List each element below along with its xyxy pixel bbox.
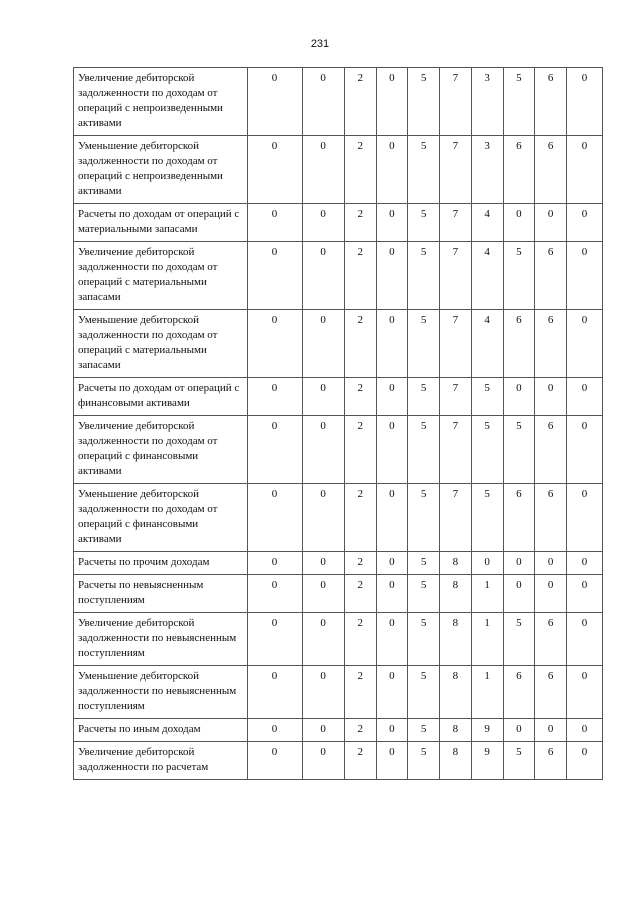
code-digit: 4 — [471, 204, 503, 242]
code-digit: 5 — [408, 552, 440, 575]
code-digit: 0 — [566, 204, 602, 242]
code-digit: 0 — [247, 242, 302, 310]
code-digit: 7 — [440, 310, 472, 378]
table-row — [74, 575, 603, 613]
table-row — [74, 310, 603, 378]
code-digit: 6 — [535, 484, 567, 552]
code-digit: 0 — [376, 242, 408, 310]
code-digit: 0 — [376, 719, 408, 742]
row-label: Расчеты по невыясненным поступлениям — [74, 575, 248, 613]
code-digit: 0 — [566, 242, 602, 310]
code-digit: 0 — [503, 204, 535, 242]
code-digit: 0 — [566, 484, 602, 552]
code-digit: 6 — [535, 742, 567, 780]
row-label: Расчеты по доходам от операций с материальными запасами — [74, 204, 248, 242]
code-digit: 8 — [440, 552, 472, 575]
code-digit: 0 — [566, 613, 602, 666]
table-row — [74, 68, 603, 136]
code-digit: 1 — [471, 575, 503, 613]
code-digit: 3 — [471, 136, 503, 204]
code-digit: 0 — [566, 575, 602, 613]
code-digit: 6 — [535, 666, 567, 719]
row-label: Увеличение дебиторской задолженности по доходам от операций с непроизведенными активами — [74, 68, 248, 136]
code-digit: 0 — [535, 204, 567, 242]
code-digit: 0 — [535, 575, 567, 613]
code-digit: 0 — [247, 68, 302, 136]
table-row — [74, 613, 603, 666]
code-digit: 9 — [471, 742, 503, 780]
code-digit: 5 — [408, 575, 440, 613]
code-digit: 0 — [247, 719, 302, 742]
table-row — [74, 242, 603, 310]
code-digit: 5 — [408, 742, 440, 780]
code-digit: 5 — [503, 68, 535, 136]
code-digit: 4 — [471, 310, 503, 378]
code-digit: 9 — [471, 719, 503, 742]
code-digit: 1 — [471, 613, 503, 666]
row-label: Уменьшение дебиторской задолженности по доходам от операций с непроизведенными активами — [74, 136, 248, 204]
code-digit: 8 — [440, 575, 472, 613]
code-digit: 6 — [535, 310, 567, 378]
code-digit: 2 — [344, 378, 376, 416]
row-label: Расчеты по иным доходам — [74, 719, 248, 742]
code-digit: 8 — [440, 613, 472, 666]
code-digit: 2 — [344, 68, 376, 136]
code-digit: 0 — [302, 204, 344, 242]
code-digit: 0 — [566, 719, 602, 742]
code-digit: 5 — [408, 666, 440, 719]
code-digit: 7 — [440, 416, 472, 484]
code-digit: 0 — [566, 68, 602, 136]
row-label: Увеличение дебиторской задолженности по доходам от операций с финансовыми активами — [74, 416, 248, 484]
code-digit: 0 — [376, 136, 408, 204]
code-digit: 0 — [247, 416, 302, 484]
code-digit: 0 — [302, 416, 344, 484]
code-digit: 2 — [344, 484, 376, 552]
code-digit: 7 — [440, 204, 472, 242]
code-digit: 0 — [566, 310, 602, 378]
row-label: Уменьшение дебиторской задолженности по невыясненным поступлениям — [74, 666, 248, 719]
code-digit: 0 — [503, 719, 535, 742]
code-digit: 0 — [376, 416, 408, 484]
code-digit: 5 — [408, 136, 440, 204]
table-row — [74, 484, 603, 552]
code-digit: 2 — [344, 552, 376, 575]
row-label: Увеличение дебиторской задолженности по невыясненным поступлениям — [74, 613, 248, 666]
code-digit: 0 — [247, 552, 302, 575]
code-digit: 0 — [566, 552, 602, 575]
table-row — [74, 378, 603, 416]
code-digit: 6 — [503, 666, 535, 719]
code-digit: 0 — [302, 68, 344, 136]
table-row — [74, 416, 603, 484]
code-digit: 0 — [247, 575, 302, 613]
code-digit: 2 — [344, 719, 376, 742]
code-digit: 0 — [247, 484, 302, 552]
code-digit: 0 — [247, 613, 302, 666]
code-digit: 5 — [408, 242, 440, 310]
code-digit: 2 — [344, 416, 376, 484]
code-digit: 0 — [247, 666, 302, 719]
code-digit: 0 — [566, 378, 602, 416]
code-digit: 0 — [376, 613, 408, 666]
code-digit: 2 — [344, 666, 376, 719]
row-label: Увеличение дебиторской задолженности по расчетам — [74, 742, 248, 780]
code-digit: 2 — [344, 136, 376, 204]
code-digit: 0 — [376, 378, 408, 416]
code-digit: 0 — [302, 378, 344, 416]
code-digit: 0 — [566, 742, 602, 780]
code-digit: 8 — [440, 666, 472, 719]
code-digit: 5 — [408, 416, 440, 484]
code-digit: 7 — [440, 484, 472, 552]
code-digit: 0 — [302, 484, 344, 552]
table-row — [74, 204, 603, 242]
code-digit: 0 — [503, 575, 535, 613]
code-digit: 5 — [503, 242, 535, 310]
code-digit: 2 — [344, 613, 376, 666]
table-row — [74, 136, 603, 204]
code-digit: 5 — [408, 310, 440, 378]
code-digit: 6 — [535, 613, 567, 666]
code-digit: 5 — [503, 742, 535, 780]
code-digit: 0 — [566, 416, 602, 484]
code-digit: 0 — [566, 666, 602, 719]
code-digit: 0 — [535, 552, 567, 575]
code-digit: 5 — [503, 613, 535, 666]
code-digit: 2 — [344, 242, 376, 310]
code-digit: 7 — [440, 378, 472, 416]
code-digit: 2 — [344, 204, 376, 242]
code-digit: 8 — [440, 719, 472, 742]
code-digit: 6 — [503, 136, 535, 204]
code-digit: 0 — [302, 575, 344, 613]
row-label: Уменьшение дебиторской задолженности по доходам от операций с финансовыми активами — [74, 484, 248, 552]
code-digit: 0 — [535, 378, 567, 416]
code-digit: 6 — [535, 68, 567, 136]
code-digit: 4 — [471, 242, 503, 310]
code-digit: 8 — [440, 742, 472, 780]
table-row — [74, 666, 603, 719]
code-digit: 0 — [302, 613, 344, 666]
code-digit: 2 — [344, 310, 376, 378]
code-digit: 5 — [503, 416, 535, 484]
code-digit: 0 — [376, 666, 408, 719]
code-digit: 0 — [503, 552, 535, 575]
code-digit: 7 — [440, 242, 472, 310]
code-digit: 5 — [408, 68, 440, 136]
table-body — [74, 68, 603, 780]
code-digit: 0 — [376, 68, 408, 136]
code-digit: 7 — [440, 136, 472, 204]
code-digit: 0 — [535, 719, 567, 742]
code-digit: 2 — [344, 575, 376, 613]
code-digit: 0 — [376, 204, 408, 242]
code-digit: 0 — [302, 719, 344, 742]
code-digit: 0 — [376, 484, 408, 552]
code-digit: 0 — [302, 136, 344, 204]
row-label: Расчеты по доходам от операций с финансовыми активами — [74, 378, 248, 416]
code-digit: 5 — [408, 719, 440, 742]
code-digit: 0 — [566, 136, 602, 204]
code-digit: 0 — [247, 378, 302, 416]
code-digit: 0 — [247, 310, 302, 378]
code-digit: 1 — [471, 666, 503, 719]
code-digit: 0 — [376, 310, 408, 378]
code-digit: 6 — [535, 416, 567, 484]
code-digit: 0 — [247, 136, 302, 204]
code-digit: 0 — [302, 242, 344, 310]
code-digit: 5 — [471, 416, 503, 484]
code-digit: 5 — [471, 484, 503, 552]
code-digit: 0 — [247, 204, 302, 242]
code-digit: 0 — [302, 742, 344, 780]
code-digit: 5 — [471, 378, 503, 416]
table-row — [74, 719, 603, 742]
code-digit: 7 — [440, 68, 472, 136]
code-digit: 0 — [302, 666, 344, 719]
code-digit: 2 — [344, 742, 376, 780]
code-digit: 6 — [535, 242, 567, 310]
code-digit: 5 — [408, 484, 440, 552]
code-digit: 5 — [408, 378, 440, 416]
row-label: Увеличение дебиторской задолженности по доходам от операций с материальными запасами — [74, 242, 248, 310]
table-row — [74, 552, 603, 575]
code-digit: 0 — [471, 552, 503, 575]
code-digit: 0 — [302, 552, 344, 575]
page-number: 231 — [310, 38, 330, 50]
code-digit: 0 — [376, 575, 408, 613]
code-digit: 3 — [471, 68, 503, 136]
code-digit: 6 — [535, 136, 567, 204]
code-digit: 5 — [408, 204, 440, 242]
account-codes-table — [73, 67, 603, 780]
code-digit: 5 — [408, 613, 440, 666]
code-digit: 0 — [376, 552, 408, 575]
row-label: Уменьшение дебиторской задолженности по доходам от операций с материальными запасами — [74, 310, 248, 378]
code-digit: 6 — [503, 310, 535, 378]
table-row — [74, 742, 603, 780]
code-digit: 6 — [503, 484, 535, 552]
code-digit: 0 — [376, 742, 408, 780]
code-digit: 0 — [503, 378, 535, 416]
code-digit: 0 — [247, 742, 302, 780]
row-label: Расчеты по прочим доходам — [74, 552, 248, 575]
code-digit: 0 — [302, 310, 344, 378]
